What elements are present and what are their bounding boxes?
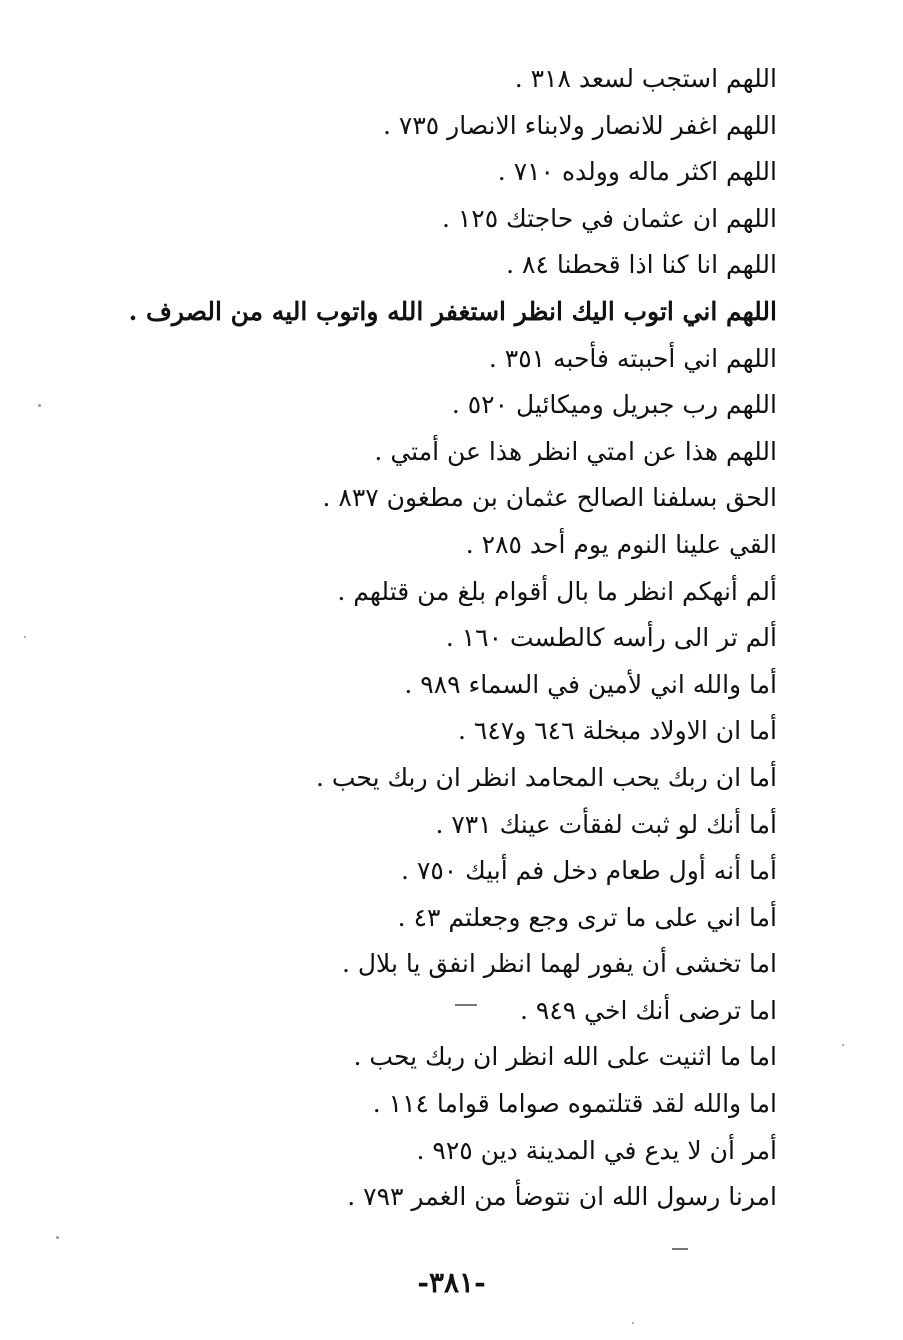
index-entry-19: أما اني على ما ترى وجع وجعلتم ٤٣ . (397, 902, 777, 932)
index-entry-14: أما والله اني لأمين في السماء ٩٨٩ . (404, 669, 777, 699)
scan-dash (672, 1248, 688, 1250)
page-number: -٣٨١- (417, 1266, 486, 1299)
index-entry-3: اللهم اكثر ماله وولده ٧١٠ . (497, 157, 777, 187)
index-entry-10: الحق بسلفنا الصالح عثمان بن مطغون ٨٣٧ . (322, 483, 777, 513)
index-entry-7: اللهم اني أحببته فأحبه ٣٥١ . (488, 343, 777, 373)
scan-speck (24, 636, 26, 638)
index-entry-15: أما ان الاولاد مبخلة ٦٤٦ و٦٤٧ . (458, 716, 777, 746)
index-entry-18: أما أنه أول طعام دخل فم أبيك ٧٥٠ . (401, 856, 777, 886)
index-entry-1: اللهم استجب لسعد ٣١٨ . (514, 64, 777, 93)
scan-speck (632, 1322, 634, 1324)
index-entry-17: أما أنك لو ثبت لفقأت عينك ٧٣١ . (435, 809, 777, 839)
index-entry-5: اللهم انا كنا اذا قحطنا ٨٤ . (506, 250, 777, 280)
index-entry-9: اللهم هذا عن امتي انظر هذا عن أمتي . (374, 436, 777, 466)
index-entry-20: اما تخشى أن يفور لهما انظر انفق يا بلال . (342, 949, 777, 979)
index-entry-21: اما ترضى أنك اخي ٩٤٩ . (520, 995, 777, 1025)
index-entry-4: اللهم ان عثمان في حاجتك ١٢٥ . (441, 203, 777, 233)
index-entry-11: القي علينا النوم يوم أحد ٢٨٥ . (465, 529, 777, 559)
index-entry-6: اللهم اني اتوب اليك انظر استغفر الله واتوب اليه من الصرف . (128, 296, 777, 326)
index-entry-16: أما ان ربك يحب المحامد انظر ان ربك يحب . (315, 762, 777, 792)
index-entry-2: اللهم اغفر للانصار ولابناء الانصار ٧٣٥ . (383, 110, 777, 140)
index-entry-8: اللهم رب جبريل وميكائيل ٥٢٠ . (451, 390, 777, 420)
scan-speck (56, 1236, 59, 1239)
scan-speck (38, 404, 41, 407)
index-entry-23: اما والله لقد قتلتموه صواما قواما ١١٤ . (372, 1089, 777, 1119)
index-entry-24: أمر أن لا يدع في المدينة دين ٩٢٥ . (416, 1135, 777, 1165)
index-entry-25: امرنا رسول الله ان نتوضأ من الغمر ٧٩٣ . (347, 1182, 777, 1212)
index-entry-13: ألم تر الى رأسه كالطست ١٦٠ . (445, 623, 777, 653)
index-entry-12: ألم أنهكم انظر ما بال أقوام بلغ من قتلهم . (337, 576, 777, 606)
scan-dash (455, 1004, 477, 1006)
scan-speck (842, 1044, 844, 1046)
hadith-index-list (87, 56, 777, 1221)
index-entry-22: اما ما اثنيت على الله انظر ان ربك يحب . (353, 1042, 777, 1072)
